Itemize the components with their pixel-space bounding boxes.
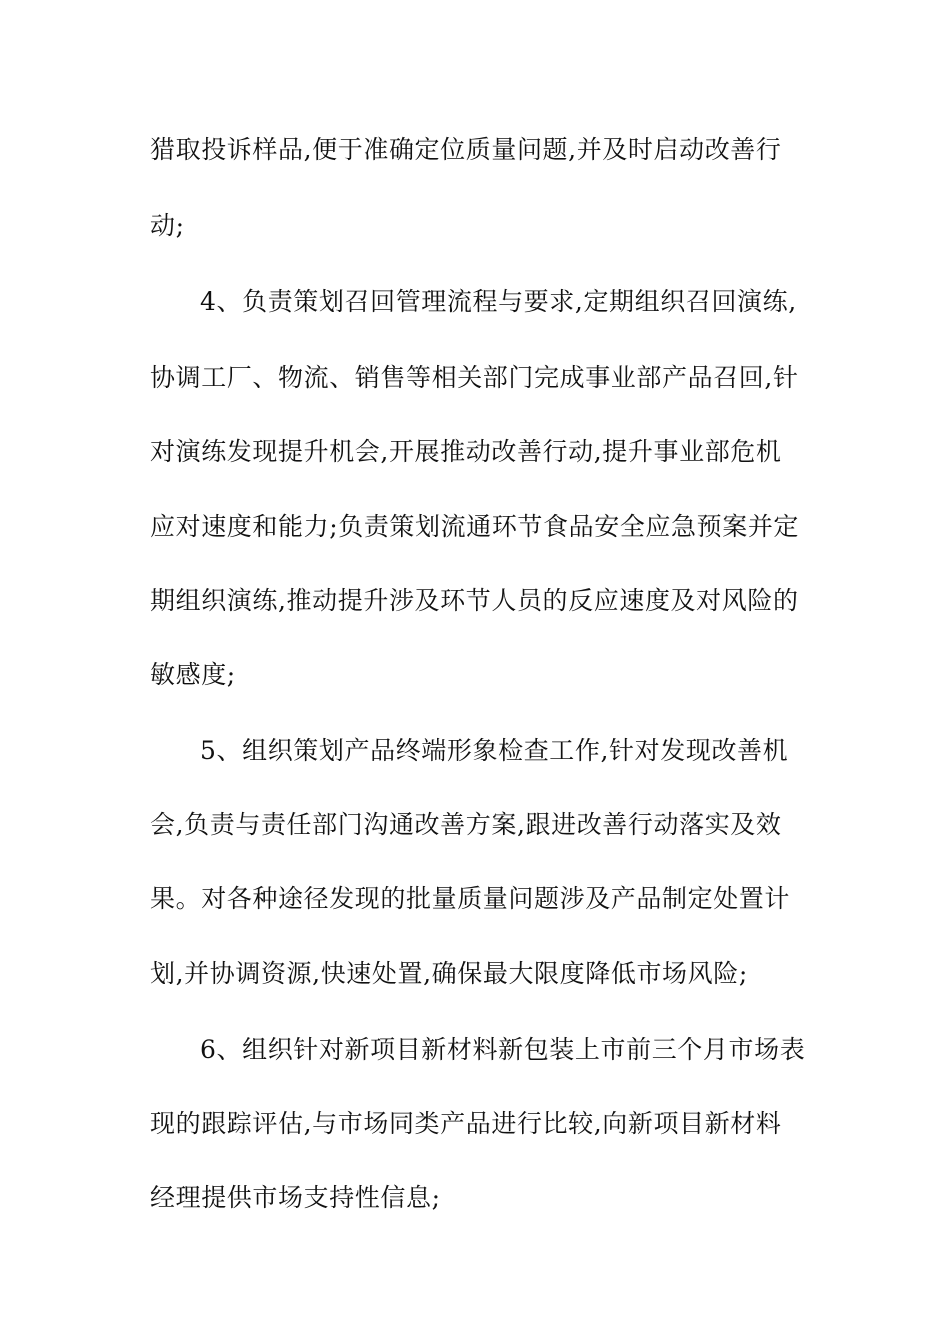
text-line: 协调工厂、物流、销售等相关部门完成事业部产品召回,针	[150, 363, 799, 392]
text-line: 应对速度和能力;负责策划流通环节食品安全应急预案并定	[150, 512, 800, 541]
text-line: 对演练发现提升机会,开展推动改善行动,提升事业部危机	[150, 437, 782, 466]
text-line: 猎取投诉样品,便于准确定位质量问题,并及时启动改善行	[150, 135, 782, 164]
text-line: 动;	[150, 211, 185, 240]
text-line: 果。对各种途径发现的批量质量问题涉及产品制定处置计	[150, 884, 791, 913]
text-line: 期组织演练,推动提升涉及环节人员的反应速度及对风险的	[150, 586, 799, 615]
paragraph-4-start: 4、负责策划召回管理流程与要求,定期组织召回演练,	[200, 287, 797, 316]
text-line: 划,并协调资源,快速处置,确保最大限度降低市场风险;	[150, 959, 748, 988]
paragraph-6-start: 6、组织针对新项目新材料新包装上市前三个月市场表	[200, 1035, 806, 1064]
text-line: 经理提供市场支持性信息;	[150, 1183, 441, 1212]
paragraph-5-start: 5、组织策划产品终端形象检查工作,针对发现改善机	[200, 736, 789, 765]
text-line: 现的跟踪评估,与市场同类产品进行比较,向新项目新材料	[150, 1109, 782, 1138]
text-line: 敏感度;	[150, 660, 236, 689]
text-line: 会,负责与责任部门沟通改善方案,跟进改善行动落实及效	[150, 810, 782, 839]
